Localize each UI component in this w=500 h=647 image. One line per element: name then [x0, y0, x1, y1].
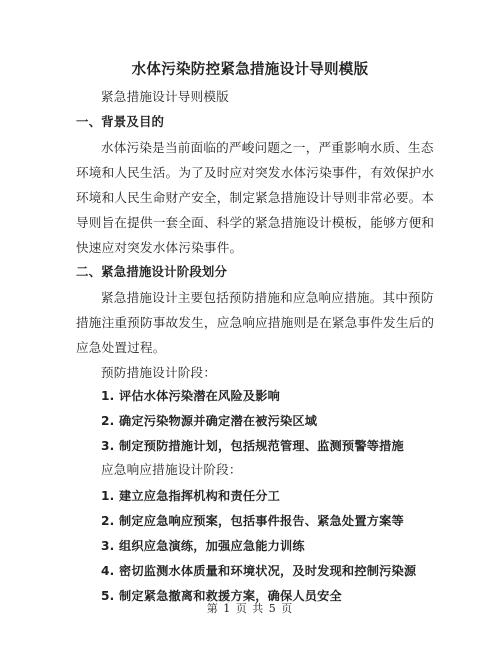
- response-list-item: 5. 制定紧急撤离和救援方案，确保人员安全: [101, 589, 342, 603]
- document-title: 水体污染防控紧急措施设计导则模版: [131, 61, 369, 78]
- prevention-stage-label: 预防措施设计阶段：: [101, 365, 217, 380]
- section-1-paragraph-line: 水体污染是当前面临的严峻问题之一，严重影响水质、生态: [101, 140, 434, 155]
- page-footer: 第 1 页 共 5 页: [206, 602, 294, 615]
- section-1-heading: 一、背景及目的: [76, 114, 165, 129]
- response-list-item: 1. 建立应急指挥机构和责任分工: [101, 489, 280, 503]
- prevention-list-item: 1. 评估水体污染潜在风险及影响: [101, 389, 280, 403]
- section-1-paragraph-line: 环境和人民生命财产安全，制定紧急措施设计导则非常必要。本: [76, 190, 435, 205]
- section-1-paragraph-line: 导则旨在提供一套全面、科学的紧急措施设计模板，能够方便和: [76, 215, 435, 230]
- prevention-list-item: 3. 制定预防措施计划，包括规范管理、监测预警等措施: [101, 439, 404, 453]
- section-2-paragraph-line: 应急处置过程。: [76, 340, 166, 355]
- section-2-paragraph-line: 紧急措施设计主要包括预防措施和应急响应措施。其中预防: [101, 290, 434, 305]
- response-list-item: 4. 密切监测水体质量和环境状况，及时发现和控制污染源: [101, 564, 417, 578]
- section-2-heading: 二、紧急措施设计阶段划分: [76, 264, 228, 279]
- response-list-item: 3. 组织应急演练，加强应急能力训练: [101, 539, 305, 553]
- response-list-item: 2. 制定应急响应预案，包括事件报告、紧急处置方案等: [101, 514, 404, 528]
- prevention-list-item: 2. 确定污染物源并确定潜在被污染区域: [101, 414, 318, 428]
- document-subtitle: 紧急措施设计导则模版: [101, 89, 229, 104]
- section-1-paragraph-line: 环境和人民生活。为了及时应对突发水体污染事件，有效保护水: [76, 165, 435, 180]
- section-1-paragraph-line: 快速应对突发水体污染事件。: [76, 240, 243, 255]
- response-stage-label: 应急响应措施设计阶段：: [101, 462, 242, 477]
- section-2-paragraph-line: 措施注重预防事故发生，应急响应措施则是在紧急事件发生后的: [76, 315, 435, 330]
